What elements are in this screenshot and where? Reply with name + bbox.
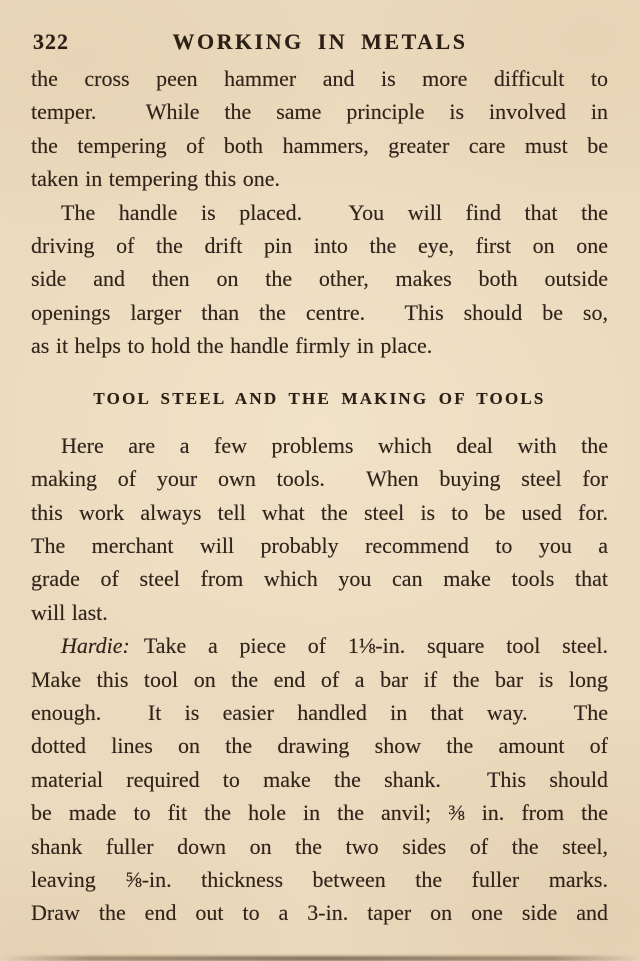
text-line: as it helps to hold the handle firmly in place. bbox=[31, 333, 433, 359]
paragraph bbox=[31, 196, 608, 363]
text-line: shank fuller down on the two sides of the steel, bbox=[31, 833, 608, 859]
text-line: Here are a few problems which deal with the bbox=[61, 432, 608, 458]
page-body bbox=[31, 62, 608, 930]
text-line: enough. It is easier handled in that way. The bbox=[31, 700, 608, 726]
text-line: the cross peen hammer and is more difficult to bbox=[31, 66, 608, 91]
text-line: The handle is placed. You will find that the bbox=[61, 199, 608, 225]
page-number: 322 bbox=[33, 29, 69, 54]
text-line: leaving ⅝-in. thickness between the fuller marks. bbox=[31, 867, 608, 892]
text-line: be made to fit the hole in the anvil; ⅜ in. from the bbox=[31, 800, 608, 826]
paragraph bbox=[31, 629, 608, 930]
text-line: Draw the end out to a 3-in. taper on one side and bbox=[31, 900, 608, 926]
text-line: grade of steel from which you can make tools that bbox=[31, 566, 608, 592]
text-line: dotted lines on the drawing show the amount of bbox=[31, 733, 608, 759]
running-header bbox=[0, 29, 640, 55]
text-line: openings larger than the centre. This should be so, bbox=[31, 299, 608, 325]
text-line: the tempering of both hammers, greater care must be bbox=[31, 132, 608, 158]
text-line: The merchant will probably recommend to you a bbox=[31, 533, 608, 559]
text-line: side and then on the other, makes both outside bbox=[31, 266, 608, 292]
text-line: this work always tell what the steel is to be used for. bbox=[31, 499, 608, 525]
text-line: temper. While the same principle is involved in bbox=[31, 99, 608, 125]
text-line: making of your own tools. When buying steel for bbox=[31, 466, 608, 492]
section-heading: TOOL STEEL AND THE MAKING OF TOOLS bbox=[93, 388, 546, 408]
text-line: Hardie: Take a piece of 1⅛-in. square tool steel. bbox=[61, 633, 608, 659]
text-line: will last. bbox=[31, 599, 108, 625]
text-line: Make this tool on the end of a bar if the bar is long bbox=[31, 666, 608, 692]
running-title: WORKING IN METALS bbox=[172, 29, 468, 54]
text-line: taken in tempering this one. bbox=[31, 166, 280, 192]
italic-term: Hardie: bbox=[61, 633, 130, 659]
page-bottom-shadow bbox=[0, 956, 640, 961]
text-line: driving of the drift pin into the eye, first on one bbox=[31, 232, 608, 258]
paragraph bbox=[31, 62, 608, 196]
text-line: material required to make the shank. This should bbox=[31, 766, 608, 792]
paragraph bbox=[31, 429, 608, 629]
